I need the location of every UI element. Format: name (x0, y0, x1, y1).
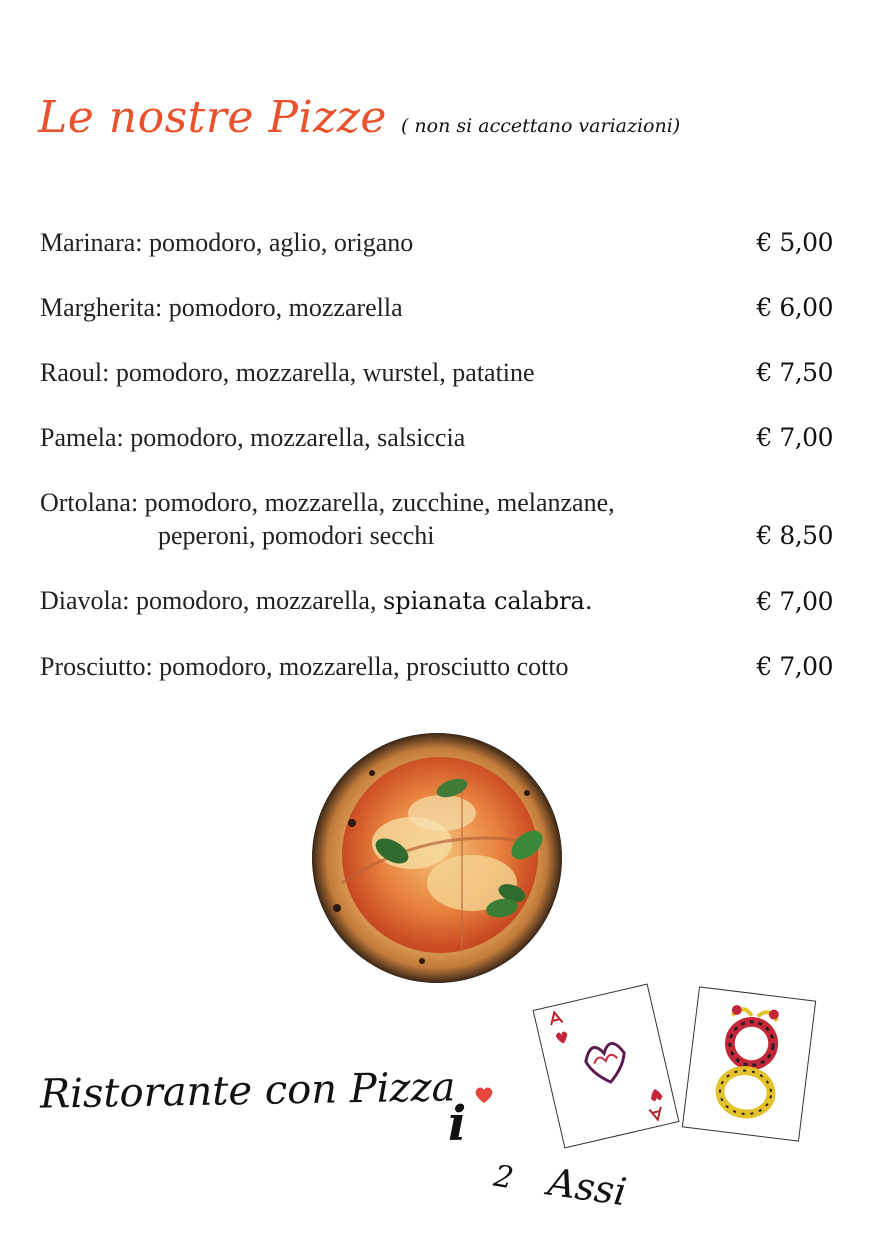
menu-item-marinara (40, 226, 833, 259)
heart-icon (474, 1086, 494, 1104)
menu-item-diavola (40, 584, 833, 618)
menu-item-description: Diavola: pomodoro, mozzarella, (40, 586, 377, 615)
ace-card-illustration (534, 985, 679, 1148)
eight-card (682, 986, 816, 1141)
menu-item-description-wrap (40, 584, 740, 618)
menu-item-price: € 8,50 (756, 521, 833, 550)
menu-item-description: Marinara: pomodoro, aglio, origano (40, 228, 414, 257)
menu-item-description-continued: peperoni, pomodori secchi (158, 521, 435, 550)
menu-item-price: € 7,50 (756, 358, 833, 387)
menu-item-price: € 7,00 (756, 423, 833, 452)
menu-item-description: Ortolana: pomodoro, mozzarella, zucchine, melanzane, (40, 488, 615, 517)
menu-item-prosciutto (40, 650, 833, 683)
menu-item-price: € 7,00 (756, 652, 833, 681)
restaurant-name-script: Ristorante con Pizza (39, 1064, 456, 1118)
menu-item-price: € 6,00 (756, 293, 833, 322)
menu-item-description: Pamela: pomodoro, mozzarella, salsiccia (40, 423, 466, 452)
pizza-illustration (312, 733, 562, 983)
ace-of-hearts-card (533, 984, 680, 1149)
restaurant-name-two: 2 (491, 1158, 516, 1197)
pizza-menu-list (40, 226, 833, 683)
menu-item-price: € 5,00 (756, 228, 833, 257)
menu-item-description: Margherita: pomodoro, mozzarella (40, 293, 403, 322)
pizza-photo (312, 733, 562, 983)
menu-item-ortolana (40, 486, 833, 552)
restaurant-name-assi: Assi (545, 1159, 630, 1215)
menu-item-description: Raoul: pomodoro, mozzarella, wurstel, patatine (40, 358, 535, 387)
menu-item-pamela (40, 421, 833, 454)
menu-item-price: € 7,00 (756, 587, 833, 616)
page-title: Le nostre Pizze (38, 92, 387, 143)
page-subtitle: ( non si accettano variazioni) (400, 115, 681, 137)
restaurant-name-i: i (448, 1096, 467, 1152)
menu-item-raoul (40, 356, 833, 389)
menu-item-description: Prosciutto: pomodoro, mozzarella, prosciutto cotto (40, 652, 569, 681)
menu-item-margherita (40, 291, 833, 324)
eight-card-illustration (683, 987, 815, 1140)
menu-header (38, 92, 680, 143)
menu-item-highlight: spianata calabra. (382, 587, 593, 615)
